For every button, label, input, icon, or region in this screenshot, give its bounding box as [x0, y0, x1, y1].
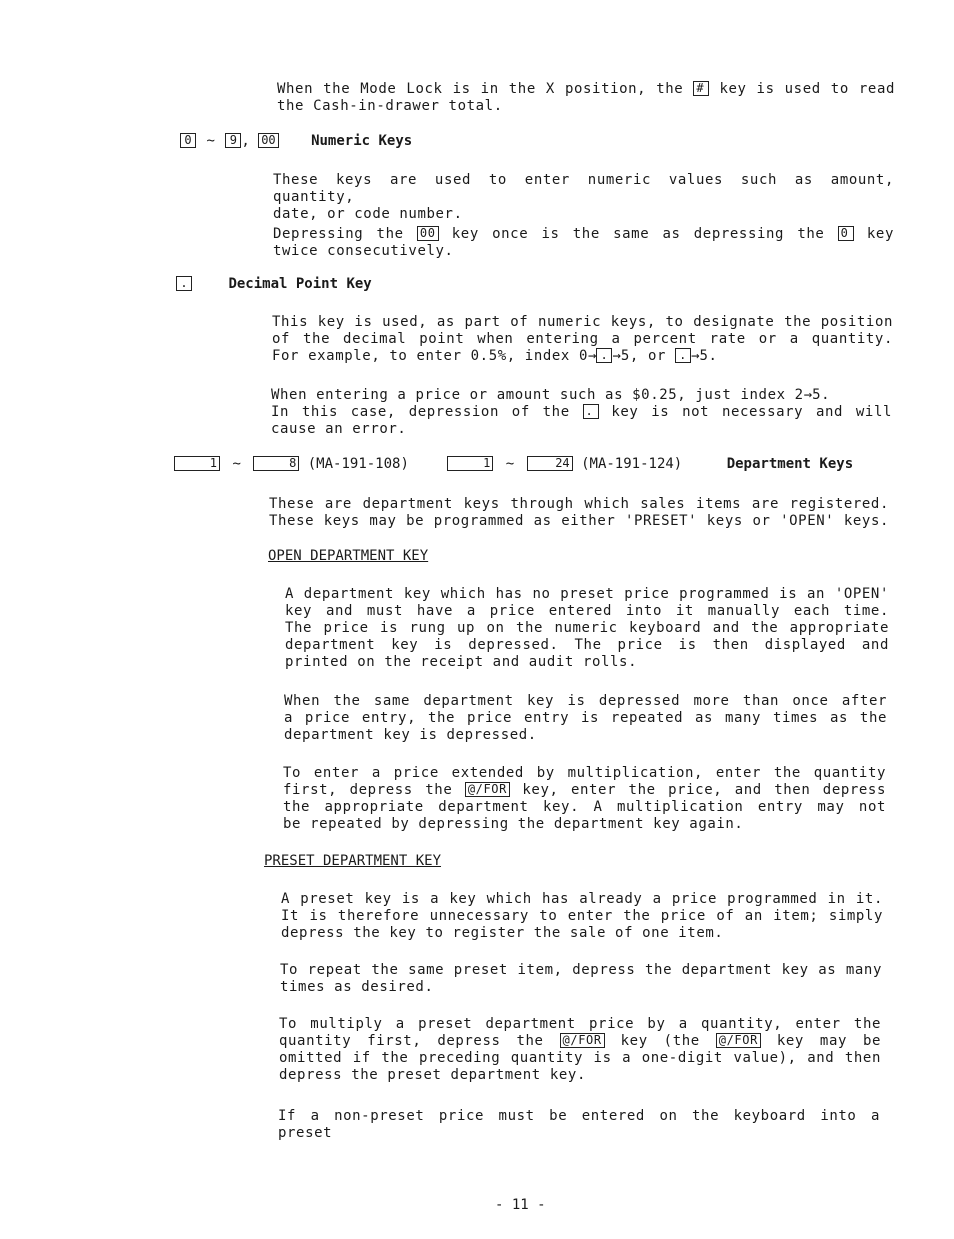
decimal-point-key-icon: .: [583, 404, 599, 419]
key-0-icon: 0: [180, 133, 196, 148]
at-for-key-icon: @/FOR: [716, 1033, 761, 1048]
numeric-paragraph-1: These keys are used to enter numeric values such as amount, quantity, date, or code number.: [273, 172, 894, 222]
page-number: - 11 -: [495, 1197, 546, 1213]
decimal-point-key-icon: .: [176, 276, 192, 291]
right-arrow-icon: →: [612, 348, 621, 364]
intro-line-1: When the Mode Lock is in the X position, the # key is used to read: [277, 81, 896, 97]
key-00-icon: 00: [417, 226, 439, 241]
numeric-paragraph-2: Depressing the 00 key once is the same as depressing the 0 key twice consecutively.: [273, 226, 894, 259]
key-0-icon: 0: [838, 226, 854, 241]
hash-key-icon: #: [693, 81, 709, 96]
right-arrow-icon: →: [588, 348, 597, 364]
decimal-point-key-icon: .: [596, 348, 612, 363]
tilde: ~: [232, 456, 241, 472]
department-keys-title: Department Keys: [726, 456, 854, 472]
right-arrow-icon: →: [691, 348, 700, 364]
tilde: ~: [206, 133, 215, 149]
open-department-heading: OPEN DEPARTMENT KEY: [268, 548, 429, 564]
preset-dept-paragraph-2: To repeat the same preset item, depress the department key as many times as desired.: [280, 962, 882, 995]
dept-key-8-icon: 8: [253, 456, 299, 471]
department-keys-heading: [174, 456, 853, 472]
decimal-paragraph-2: When entering a price or amount such as $0.25, just index 2→5. In this case, depression of the . key is not necessary and will cause an error.: [271, 387, 892, 437]
numeric-keys-heading: 0 ~ 9 , 00 Numeric Keys: [180, 133, 412, 149]
dept-key-24-icon: 24: [527, 456, 573, 471]
model-108-label: (MA-191-108): [307, 456, 409, 472]
open-dept-paragraph-2: When the same department key is depressed more than once after a price entry, the price entry is repeated as many times as the department key is depressed.: [284, 693, 887, 743]
right-arrow-icon: →: [803, 387, 813, 403]
at-for-key-icon: @/FOR: [560, 1033, 605, 1048]
department-paragraph-1: These are department keys through which sales items are registered. These keys may be programmed as either 'PRESET' keys or 'OPEN' keys.: [269, 496, 889, 529]
preset-department-heading: PRESET DEPARTMENT KEY: [264, 853, 442, 869]
decimal-point-heading: [176, 276, 372, 292]
decimal-point-title: Decimal Point Key: [228, 276, 372, 292]
at-for-key-icon: @/FOR: [465, 782, 510, 797]
key-9-icon: 9: [225, 133, 241, 148]
intro-paragraph: [277, 81, 895, 115]
tilde: ~: [505, 456, 515, 472]
decimal-paragraph-1: This key is used, as part of numeric keys, to designate the position of the decimal point when entering a percent rate or a quantity. For example, to enter 0.5%, index 0→ . →5, or . →5.: [272, 314, 893, 364]
decimal-point-key-icon: .: [675, 348, 691, 363]
preset-dept-paragraph-1: A preset key is a key which has already a price programmed in it. It is therefore unnecessary to enter the price of an item; simply depress the key to register the sale of one item.: [281, 891, 883, 941]
open-dept-paragraph-1: A department key which has no preset price programmed is an 'OPEN' key and must have a price entered into it manually each time. The price is rung up on the numeric keyboard and the appropriate department key is depressed. The price is then displayed and printed on the receipt and audit rolls.: [285, 586, 889, 670]
intro-line-2: the Cash-in-drawer total.: [277, 98, 503, 114]
open-dept-paragraph-3: To enter a price extended by multiplication, enter the quantity first, depress the @/FOR key, enter the price, and then depress the appropriate department key. A multiplication entry may not be repeated by depressing the department key again.: [283, 765, 886, 832]
preset-dept-paragraph-4: If a non-preset price must be entered on the keyboard into a preset: [278, 1108, 880, 1141]
dept-key-1-icon: 1: [174, 456, 220, 471]
key-00-icon: 00: [258, 133, 278, 148]
preset-dept-paragraph-3: To multiply a preset department price by a quantity, enter the quantity first, depress the @/FOR key (the @/FOR key may be omitted if the preceding quantity is a one-digit value), and then depress the preset department key.: [279, 1016, 882, 1083]
dept-key-1-icon: 1: [447, 456, 493, 471]
numeric-keys-title: Numeric Keys: [311, 133, 413, 149]
model-124-label: (MA-191-124): [581, 456, 683, 472]
